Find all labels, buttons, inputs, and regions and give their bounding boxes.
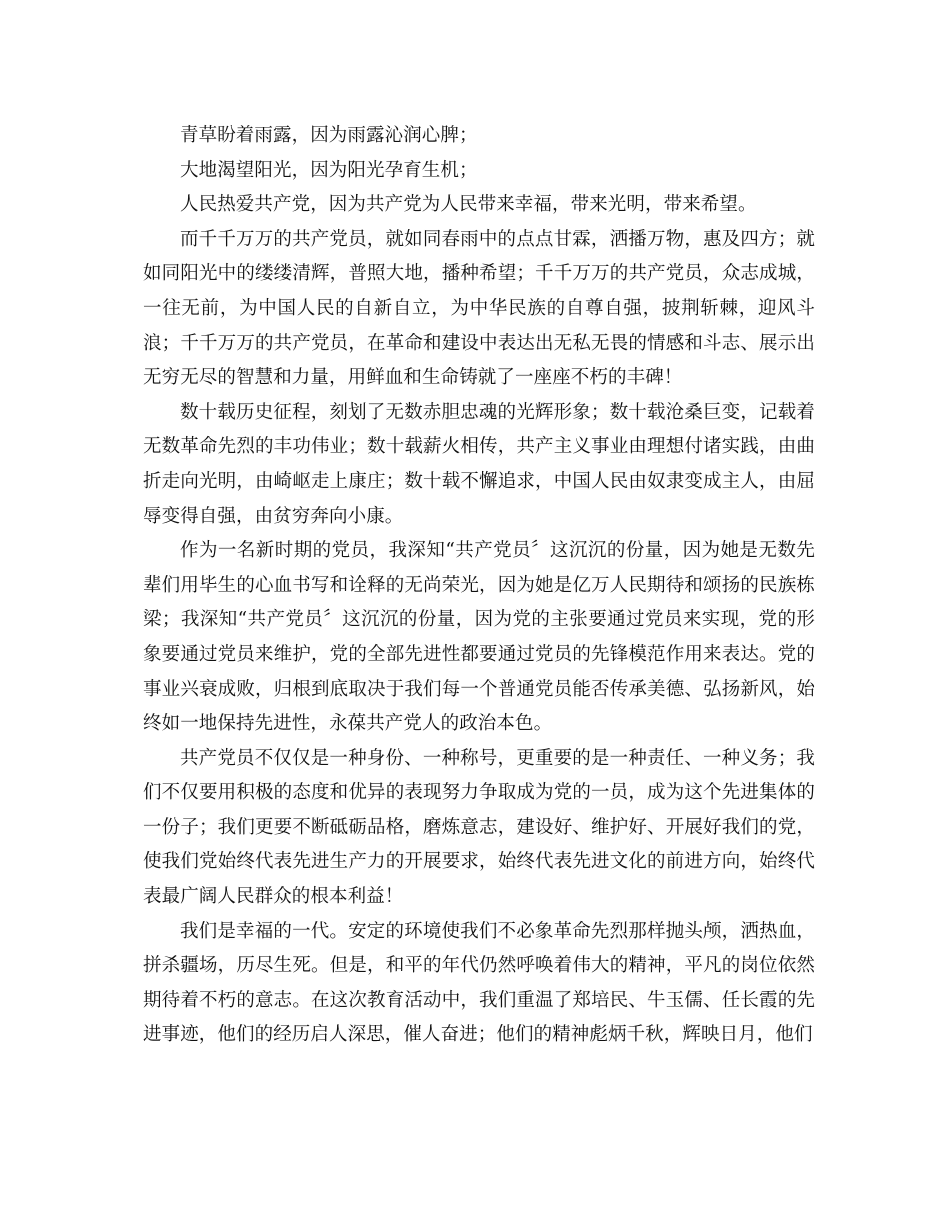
paragraph-2: 大地渴望阳光，因为阳光孕育生机； (180, 159, 478, 181)
paragraph-3: 人民热爱共产党，因为共产党为人民带来幸福，带来光明，带来希望。 (180, 194, 757, 216)
paragraph-8: 我们是幸福的一代。安定的环境使我们不必象革命先烈那样抛头颅，洒热血，拼杀疆场，历尽生死。但是，和平的年代仍然呼唤着伟大的精神，平凡的岗位依然期待着不朽的意志。在这次教育活动中，我们重温了郑培民、牛玉儒、任长霞的先进事迹，他们的经历启人深思，催人奋进；他们的精神彪炳千秋，辉映日月，他们 (143, 920, 815, 1046)
paragraph-4: 而千千万万的共产党员，就如同春雨中的点点甘霖，洒播万物，惠及四方；就如同阳光中的缕缕清辉，普照大地，播种希望；千千万万的共产党员，众志成城，一往无前，为中国人民的自新自立，为中华民族的自尊自强，披荆斩棘，迎风斗浪；千千万万的共产党员，在革命和建设中表达出无私无畏的情感和斗志、展示出无穷无尽的智慧和力量，用鲜血和生命铸就了一座座不朽的丰碑！ (143, 228, 815, 389)
paragraph-1: 青草盼着雨露，因为雨露沁润心脾； (180, 125, 478, 146)
paragraph-7: 共产党员不仅仅是一种身份、一种称号，更重要的是一种责任、一种义务；我们不仅要用积极的态度和优异的表现努力争取成为党的一员，成为这个先进集体的一份子；我们更要不断砥砺品格，磨炼意志，建设好、维护好、开展好我们的党，使我们党始终代表先进生产力的开展要求，始终代表先进文化的前进方向，始终代表最广阔人民群众的根本利益！ (143, 747, 815, 908)
paragraph-5: 数十载历史征程，刻划了无数赤胆忠魂的光辉形象；数十载沧桑巨变，记载着无数革命先烈的丰功伟业；数十载薪火相传，共产主义事业由理想付诸实践，由曲折走向光明，由崎岖走上康庄；数十载不懈追求，中国人民由奴隶变成主人，由屈辱变得自强，由贫穷奔向小康。 (143, 401, 815, 527)
paragraph-6: 作为一名新时期的党员，我深知“共产党员〞这沉沉的份量，因为她是无数先辈们用毕生的心血书写和诠释的无尚荣光，因为她是亿万人民期待和颂扬的民族栋梁；我深知“共产党员〞这沉沉的份量，因为党的主张要通过党员来实现，党的形象要通过党员来维护，党的全部先进性都要通过党员的先锋模范作用来表达。党的事业兴衰成败，归根到底取决于我们每一个普通党员能否传承美德、弘扬新风，始终如一地保持先进性，永葆共产党人的政治本色。 (143, 540, 815, 735)
document-body (143, 119, 815, 1053)
